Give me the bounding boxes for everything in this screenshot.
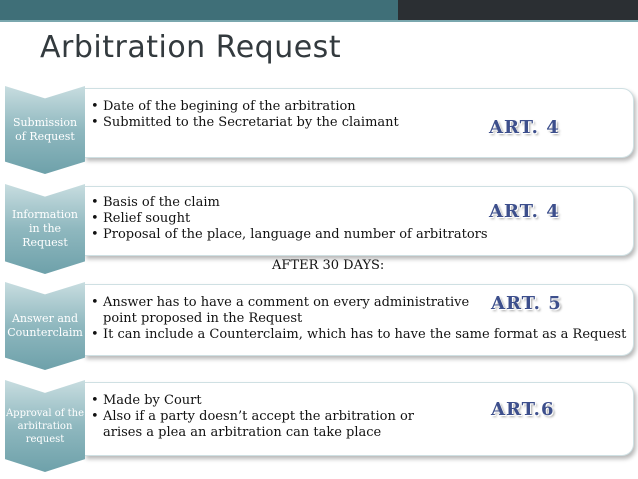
bullet-text: Also if a party doesn’t accept the arbitration or arises a plea an arbitration can take place	[103, 409, 415, 440]
bullet-item: • Submitted to the Secretariat by the claimant	[91, 115, 399, 131]
bullet-text: Answer has to have a comment on every administrative point proposed in the Request	[103, 295, 470, 326]
bullet-list	[91, 195, 488, 243]
bullet-item	[91, 409, 414, 441]
content-box	[84, 88, 634, 158]
page-title: Arbitration Request	[40, 30, 342, 65]
article-label: ART.6	[491, 399, 555, 420]
bullet-item: • Relief sought	[91, 211, 488, 227]
content-box	[84, 382, 634, 456]
bullet-item: • It can include a Counterclaim, which has to have the same format as a Request	[91, 327, 626, 343]
content-box	[84, 186, 634, 256]
process-row-submission	[0, 86, 638, 174]
top-accent-bar-dark	[398, 0, 638, 20]
timing-note: AFTER 30 DAYS:	[272, 258, 385, 273]
content-box	[84, 284, 634, 356]
bullet-list	[91, 99, 399, 131]
bullet-item: • Basis of the claim	[91, 195, 488, 211]
bullet-item: • Date of the begining of the arbitration	[91, 99, 399, 115]
article-label: ART. 4	[489, 117, 560, 138]
step-label: Approval of the arbitration request	[5, 407, 85, 445]
process-row-answer	[0, 282, 638, 370]
bullet-list	[91, 393, 414, 441]
bullet-item: • Made by Court	[91, 393, 414, 409]
step-label: Answer and Counterclaim	[7, 312, 83, 339]
step-label: Information in the Request	[11, 208, 79, 249]
article-label: ART. 4	[489, 201, 560, 222]
process-row-approval	[0, 380, 638, 472]
bullet-item: • Proposal of the place, language and number of arbitrators	[91, 227, 488, 243]
top-accent-line	[0, 20, 638, 22]
article-label: ART. 5	[491, 293, 562, 314]
step-label: Submission of Request	[12, 116, 78, 143]
